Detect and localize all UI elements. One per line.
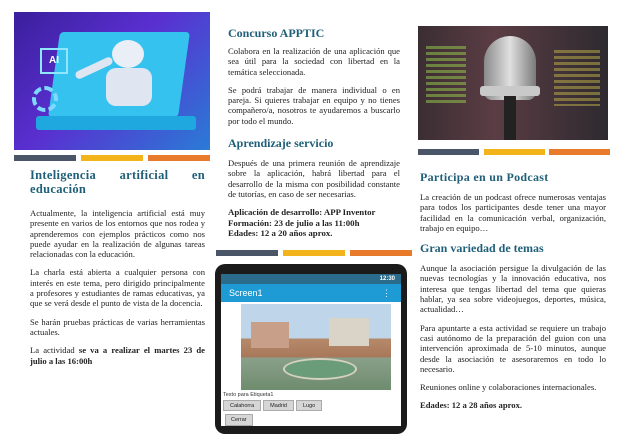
bar-orange <box>549 149 610 155</box>
city-button-row <box>223 400 399 411</box>
equalizer-graphic <box>554 50 600 106</box>
section-title-aprendizaje: Aprendizaje servicio <box>228 136 334 151</box>
detail-formacion: Formación: 23 de julio a las 11:00h <box>228 217 360 228</box>
paragraph-temas-3: Reuniones online y colaboraciones internacionales. <box>420 382 597 393</box>
phone-app-bar <box>221 284 401 302</box>
phone-status-bar <box>221 274 401 284</box>
color-bars-left <box>14 155 210 161</box>
equalizer-graphic <box>426 46 466 106</box>
app-inventor-phone-mockup <box>215 264 407 434</box>
city-plaza-photo <box>241 304 391 390</box>
laptop-base-graphic <box>36 116 196 130</box>
paragraph-ai-2: La charla está abierta a cualquier persona con interés en este tema, pero dirigido principalmente a profesores y estudiantes de ramas educativas, ya que se verá desde el punto de vista de la docencia. <box>30 267 205 309</box>
middle-column <box>228 26 400 238</box>
phone-screen <box>221 302 401 426</box>
bar-yellow <box>81 155 143 161</box>
paragraph-ai-1: Actualmente, la inteligencia artificial está muy presente en varios de los entornos que nos rodea y aprenderemos con ejemplos prácticos como nos puede ayudar en la realización de algunas tareas relacionadas con la educación. <box>30 208 205 260</box>
section-title-temas: Gran variedad de temas <box>420 241 544 256</box>
button-cerrar[interactable]: Cerrar <box>225 414 253 426</box>
overflow-menu-icon: ⋮ <box>382 288 391 298</box>
robot-head-graphic <box>112 40 144 68</box>
fountain-graphic <box>283 358 357 380</box>
paragraph-ai-3: Se harán pruebas prácticas de varias herramientas actuales. <box>30 316 205 337</box>
phone-time: 12:30 <box>379 276 395 282</box>
robot-body-graphic <box>106 68 152 106</box>
microphone-stand-graphic <box>504 96 516 140</box>
paragraph-apptic-1: Colabora en la realización de una aplicación que sea útil para la sociedad con libertad en la temática seleccionada. <box>228 46 400 77</box>
activity-text: La actividad <box>30 345 79 356</box>
bar-dark <box>216 250 278 256</box>
button-madrid[interactable]: Madrid <box>263 400 294 411</box>
ai-robot-illustration <box>14 12 210 150</box>
bar-orange <box>148 155 210 161</box>
paragraph-podcast: La creación de un podcast ofrece numerosas ventajas para todos los participantes desde tener una mayor facilidad en la comunicación verbal, organización, trabajo en equipo… <box>420 192 606 233</box>
building-graphic <box>251 322 289 348</box>
color-bars-right <box>418 149 610 155</box>
section-title-podcast: Participa en un Podcast <box>420 170 549 184</box>
button-lugo[interactable]: Lugo <box>296 400 322 411</box>
detail-app: Aplicación de desarrollo: APP Inventor <box>228 207 376 218</box>
bar-yellow <box>484 149 545 155</box>
bar-dark <box>14 155 76 161</box>
activity-date: se va a realizar el martes 23 de julio a las 16:00h <box>30 345 205 366</box>
button-calahorra[interactable]: Calahorra <box>223 400 261 411</box>
paragraph-temas-1: Aunque la asociación persigue la divulgación de las nuevas tecnologías y la innovación educativa, nos interesa que tengas libertad del tema que quieras hablar, ya sea sobre videojuegos, deportes, música, actualidad… <box>420 263 606 315</box>
ai-chip-icon: AI <box>40 48 68 74</box>
color-bars-middle <box>216 250 412 256</box>
podcast-microphone-photo <box>418 26 608 140</box>
detail-edades: Edades: 12 a 20 años aprox. <box>228 227 333 238</box>
gear-icon <box>32 86 58 112</box>
app-title: Screen1 <box>229 288 263 298</box>
bar-orange <box>350 250 412 256</box>
bar-dark <box>418 149 479 155</box>
left-column <box>30 168 205 366</box>
bar-yellow <box>283 250 345 256</box>
right-column <box>420 170 606 411</box>
paragraph-ai-4 <box>30 345 205 366</box>
label-etiqueta1: Texto para Etiqueta1 <box>223 392 274 398</box>
paragraph-aprendizaje: Después de una primera reunión de aprendizaje sobre la aplicación, habrá libertad para el desarrollo de la misma con posibilidad constante de tutorías, en caso de ser necesarias. <box>228 158 400 199</box>
paragraph-apptic-2: Se podrá trabajar de manera individual o en pareja. Si quieres trabajar en equipo y no tienes compañero/a, nosotros te ayudaremos a buscarlo por todo el mundo. <box>228 84 400 126</box>
detail-edades-podcast: Edades: 12 a 28 años aprox. <box>420 400 523 411</box>
paragraph-temas-2: Para apuntarte a esta actividad se requiere un trabajo casi autónomo de la preparación del guion con una intervención aproximada de 5-10 minutos, aunque desde la asociación te asesoraremos en todo lo necesario. <box>420 322 606 374</box>
section-title-ai: Inteligencia artificial en educación <box>30 168 205 196</box>
section-title-apptic: Concurso APPTIC <box>228 26 325 40</box>
microphone-ring-graphic <box>480 86 540 96</box>
building-graphic <box>329 318 369 346</box>
